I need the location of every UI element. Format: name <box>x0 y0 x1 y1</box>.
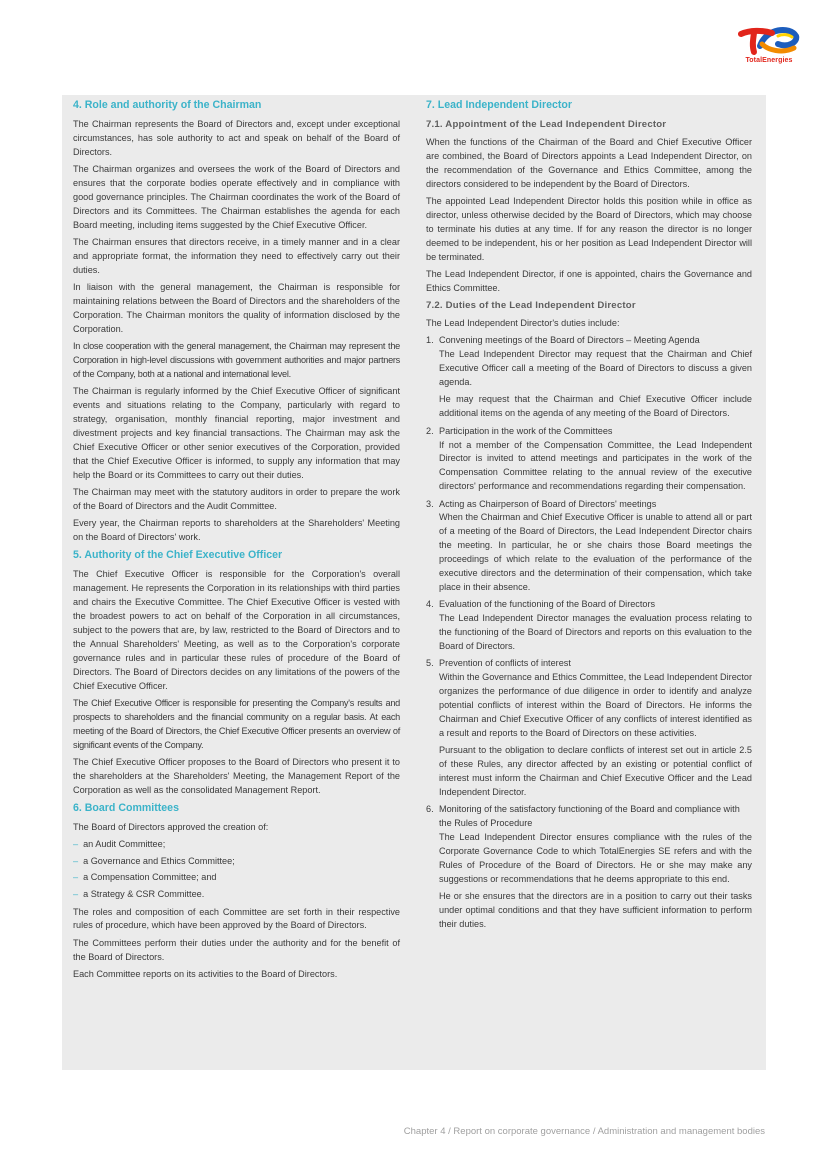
paragraph: The appointed Lead Independent Director holds this position while in office as director, unless otherwise decided by the Board of Directors, which may choose to terminate his duties at any time. If for any reason the director is no longer deemed to be independent, his or her position as Lead Independent Director will be terminated. <box>426 196 752 262</box>
paragraph: Every year, the Chairman reports to shareholders at the Shareholders' Meeting on the Board of Directors' work. <box>73 518 400 543</box>
section-7-heading: 7. Lead Independent Director <box>426 99 572 111</box>
duty-number: 3. <box>426 498 434 509</box>
paragraph: The Chairman ensures that directors receive, in a timely manner and in a clear and appropriate format, the information they need to effectively carry out their duties. <box>73 237 400 275</box>
paragraph: The Chief Executive Officer is responsible for presenting the Company's results and prospects to shareholders and the financial community on a regular basis. At each meeting of the Board of Directors, the Chief Executive Officer presents an overview of significant events of the Company. <box>73 697 400 750</box>
list-item <box>73 838 400 852</box>
list-item-text: a Strategy & CSR Committee. <box>83 888 205 899</box>
duty-title: Prevention of conflicts of interest <box>439 658 571 669</box>
paragraph: The Lead Independent Director, if one is appointed, chairs the Governance and Ethics Committee. <box>426 268 752 293</box>
paragraph: Each Committee reports on its activities to the Board of Directors. <box>73 968 338 979</box>
paragraph: The Chairman organizes and oversees the work of the Board of Directors and ensures that the corporate bodies operate effectively and in compliance with good governance principles. The Chairman coordinates the work of the Board of Directors and its Committees. The Chairman establishes the agenda for each Board meeting, including items suggested by the Chief Executive Officer. <box>73 164 400 230</box>
page-footer: Chapter 4 / Report on corporate governance / Administration and management bodies <box>403 1126 765 1137</box>
section-6-heading: 6. Board Committees <box>73 802 179 815</box>
left-column <box>73 98 400 985</box>
paragraph: The Chief Executive Officer is responsible for the Corporation's overall management. He represents the Corporation in its relationships with third parties and chairs the Executive Committee. The Chief Executive Officer is vested with the broadest powers to act on behalf of the Corporation in all circumstances, subject to the powers that are, by law, restricted to the Board of Directors and to the Annual Shareholders' Meeting, as well as to the Corporation's corporate governance rules and in particular these rules of procedure of the Board of Directors. The Board of Directors decides on any limitations of the powers of the Chief Executive Officer. <box>73 569 400 691</box>
section-4-heading: 4. Role and authority of the Chairman <box>73 99 262 111</box>
dash-icon: – <box>73 888 79 899</box>
duty-title: Evaluation of the functioning of the Board of Directors <box>439 599 656 610</box>
duty-item <box>426 425 752 495</box>
paragraph: When the functions of the Chairman of the Board and Chief Executive Officer are combined, the Board of Directors appoints a Lead Independent Director, on the recommendation of the Governance and Ethics Committee, among the directors considered to be independent by the Board of Directors. <box>426 137 752 189</box>
paragraph: The Chairman may meet with the statutory auditors in order to prepare the work of the Board of Directors and the Audit Committee. <box>73 487 400 511</box>
content-panel <box>62 95 766 1070</box>
paragraph: Within the Governance and Ethics Committee, the Lead Independent Director organizes the performance of due diligence in order to identify and analyze potential conflicts of interest within the Board of Directors. He informs the Chairman and Chief Executive Officer of any conflicts of interest identified as a result and reports to the Board of Directors on these activities. <box>439 672 752 738</box>
list-item <box>73 888 400 902</box>
paragraph: The Lead Independent Director may request that the Chairman and Chief Executive Officer call a meeting of the Board of Directors to discuss a given agenda. <box>439 349 752 388</box>
duty-item <box>426 803 752 932</box>
duty-number: 6. <box>426 804 434 815</box>
committee-list <box>73 838 400 901</box>
duty-title: Participation in the work of the Committees <box>439 425 613 436</box>
paragraph: The Lead Independent Director's duties include: <box>426 318 620 329</box>
paragraph: He may request that the Chairman and Chief Executive Officer include additional items on the agenda of any meeting of the Board of Directors. <box>439 394 752 419</box>
duty-item <box>426 598 752 654</box>
duties-list <box>426 334 752 931</box>
paragraph: When the Chairman and Chief Executive Officer is unable to attend all or part of a meeting of the Board of Directors, the Lead Independent Director chairs the meeting. In particular, he or she chairs those Board meetings the proceedings of which relate to the evaluation of the performance of the executive directors and the determination of their compensation, which take place in their absence. <box>439 512 752 593</box>
paragraph: The Board of Directors approved the creation of: <box>73 822 269 833</box>
list-item-text: a Compensation Committee; and <box>83 872 217 883</box>
paragraph: The Chief Executive Officer proposes to the Board of Directors who present it to the shareholders at the Shareholders' Meeting, the Management Report of the Corporation as well as the consolidated Management Report. <box>73 756 400 795</box>
list-item-text: an Audit Committee; <box>83 839 166 850</box>
dash-icon: – <box>73 872 79 883</box>
list-item-text: a Governance and Ethics Committee; <box>83 855 235 866</box>
paragraph: The Chairman represents the Board of Directors and, except under exceptional circumstances, has sole authority to act and speak on behalf of the Board of Directors. <box>73 119 400 157</box>
paragraph: He or she ensures that the directors are in a position to carry out their tasks under optimal conditions and that they have sufficient information to perform their duties. <box>439 891 752 929</box>
duty-number: 1. <box>426 335 434 346</box>
duty-number: 4. <box>426 599 434 610</box>
paragraph: The Chairman is regularly informed by the Chief Executive Officer of significant events and situations relating to the Company, particularly with regard to strategy, organisation, monthly financial reporting, major investment and divestment projects and key financial transactions. The Chairman may ask the Chief Executive Officer or other senior executives of the Corporation, provided that the Chief Executive Officer is informed, to supply any information that may help the Board or its Committees to carry out their duties. <box>73 386 400 480</box>
paragraph: In liaison with the general management, the Chairman is responsible for maintaining relations between the Board of Directors and the shareholders of the Corporation. The Chairman monitors the quality of information disclosed by the Corporation. <box>73 282 400 334</box>
totalenergies-logo <box>738 26 800 68</box>
list-item <box>73 855 400 869</box>
paragraph: If not a member of the Compensation Committee, the Lead Independent Director is invited to attend meetings and participates in the work of the Compensation Committee relating to the annual review of the executive directors' performance and recommendations regarding their compensation. <box>439 439 752 492</box>
paragraph: The Lead Independent Director manages the evaluation process relating to the functioning of the Board of Directors and reports on this evaluation to the Board of Directors. <box>439 613 752 652</box>
duty-item <box>426 334 752 421</box>
dash-icon: – <box>73 855 79 866</box>
paragraph: The roles and composition of each Committee are set forth in their respective rules of procedure, which have been approved by the Board of Directors. <box>73 906 400 931</box>
paragraph: The Committees perform their duties under the authority and for the benefit of the Board of Directors. <box>73 937 400 962</box>
section-5-heading: 5. Authority of the Chief Executive Officer <box>73 549 283 562</box>
duty-title: Acting as Chairperson of Board of Directors' meetings <box>439 498 657 509</box>
logo-mark-icon <box>738 26 800 58</box>
section-7-2-heading: 7.2. Duties of the Lead Independent Director <box>426 300 636 312</box>
paragraph: Pursuant to the obligation to declare conflicts of interest set out in article 2.5 of these Rules, any director affected by an existing or potential conflict of interest must inform the Chairman and Chief Executive Officer and the Lead Independent Director. <box>439 745 752 797</box>
paragraph: The Lead Independent Director ensures compliance with the rules of the Corporate Governance Code to which TotalEnergies SE refers and with the Rules of Procedure of the Board of Directors. He or she may make any suggestions or recommendations that he deems appropriate to this end. <box>439 831 752 884</box>
duty-item <box>426 657 752 799</box>
duty-number: 2. <box>426 425 434 436</box>
list-item <box>73 871 400 885</box>
dash-icon: – <box>73 839 79 850</box>
duty-number: 5. <box>426 658 434 669</box>
paragraph: In close cooperation with the general management, the Chairman may represent the Corporation in high-level discussions with government authorities and major partners of the Company, both at a national and international level. <box>73 341 400 379</box>
logo-wordmark: TotalEnergies <box>745 57 793 64</box>
section-7-1-heading: 7.1. Appointment of the Lead Independent Director <box>426 119 667 130</box>
right-column <box>426 98 752 935</box>
duty-title: Monitoring of the satisfactory functioning of the Board and compliance with the Rules of Procedure <box>439 804 740 829</box>
duty-item <box>426 498 752 595</box>
duty-title: Convening meetings of the Board of Directors – Meeting Agenda <box>439 335 700 346</box>
